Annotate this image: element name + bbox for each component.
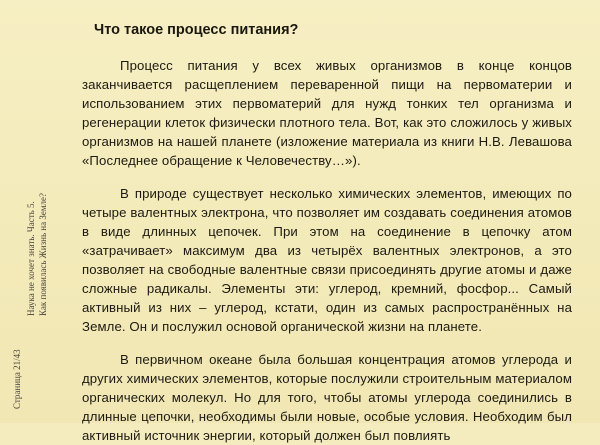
paragraph-3: В первичном океане была большая концентрация атомов углерода и других химических элементов, которые послужили строительным материалом органических молекул. Но для того, чтобы атомы углерода соединились в длинные цепочки, необходимы были новые, особые условия. Необходим был активный источник энергии, который должен был повлиять (82, 352, 572, 443)
section-heading: Что такое процесс питания? (94, 22, 299, 38)
paragraph-1: Процесс питания у всех живых организмов в конце концов заканчивается расщеплением переваренной пищи на первоматерии и использованием этих первоматерий для нужд тонких тел организма и регенерации клеток физически плотного тела. Вот, как это сложилось у живых организмов на нашей планете (изложение материала из книги Н.В. Левашова «Последнее обращение к Человечеству…»). (82, 58, 572, 168)
chapter-title: Как появилась Жизнь на Земле? (38, 192, 48, 316)
document-body (82, 22, 572, 445)
book-part-title: Наука не хочет знать. Часть 5. (26, 201, 36, 316)
paragraph-2: В природе существует несколько химических элементов, имеющих по четыре валентных электрона, что позволяет им создавать соединения атомов в виде длинных цепочек. При этом на соединение в цепочку атом «затрачивает» максимум два из четырёх валентных электронов, а это позволяет на свободные валентные связи присоединять другие атомы и даже сложные радикалы. Элементы эти: углерод, кремний, фосфор... Самый активный из них – углерод, кстати, один из самых распространённых на Земле. Он и послужил основой органической жизни на планете. (82, 186, 572, 334)
page-number-label: Страница 21/43 (12, 349, 22, 409)
page-margin-header (2, 0, 58, 423)
